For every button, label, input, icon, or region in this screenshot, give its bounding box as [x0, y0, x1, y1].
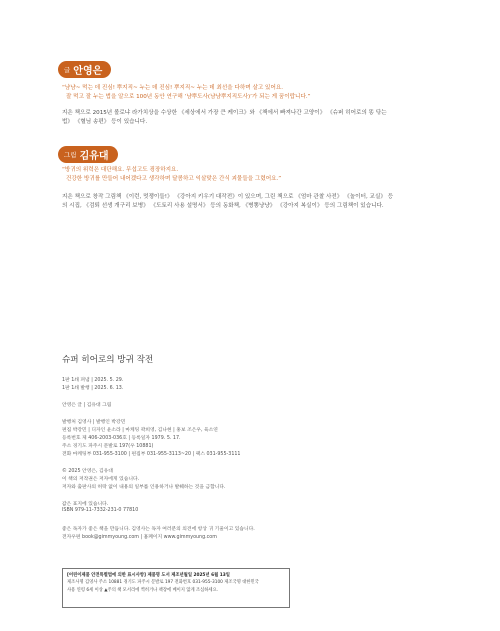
author-bio-line: 지은 책으로 2015년 볼로냐 라가치상을 수상한 《세상에서 가장 큰 케이크》와 《책에서 빠져나간 고양이》 《슈퍼 히어로의 똥 닦는 — [62, 110, 387, 116]
notice-line: 제조사명 김영사 주소 10881 경기도 파주시 문발로 197 전화번호 031-955-3100 제조국명 대한민국 — [67, 580, 259, 586]
author-quote-line: 잘 먹고 잘 누는 법을 알으로 100년 동안 연구해 ‘냠뿌도사(냠냠뿌지직도사)’가 되는 게 꿈이랍니다.” — [66, 94, 311, 101]
copyright-line: 이 책의 저작권은 저자에게 있습니다. — [62, 477, 140, 482]
publisher-line: 주소 경기도 파주시 문발로 197(우 10881) — [62, 444, 154, 449]
illustrator-role: 그림 — [64, 151, 77, 159]
notice-line: 사용 연령 6세 이상 ▲주의 책 모서리에 찍히거나 책장에 베이지 않게 조심하세요. — [67, 587, 219, 593]
author-bio-line: 법》 《혈님 송편》 등이 있습니다. — [62, 119, 148, 126]
publisher-line: 등록번호 제 406-2003-036호 | 등록일자 1979. 5. 17. — [62, 436, 181, 441]
edition-line: 1판 1쇄 펴냄 | 2025. 5. 29. — [62, 378, 124, 383]
author-quote-line: “냠냠~ 먹는 데 진심! 뿌지직~ 누는 데 진심! 뿌지직~ 누는 데 최선을 다하며 살고 있어요. — [62, 85, 284, 91]
illustrator-tag — [58, 146, 118, 163]
book-title: 슈퍼 히어로의 방귀 작전 — [62, 355, 154, 365]
illustrator-quote — [62, 166, 452, 185]
safety-notice-box — [62, 568, 290, 608]
author-tag — [58, 61, 111, 78]
illustrator-quote-line: 건강한 방귀를 만들어 내어겠다고 생각하며 달콤하고 익살맞은 간식 괴물들을 그렸어요.” — [66, 176, 282, 183]
price-line: 값은 표지에 있습니다. — [62, 502, 109, 507]
illustrator-bio-line: 지은 책으로 창작 그림책 《이런, 멋쟁이들!》 《강아지 키우기 대작전》이 있으며, 그린 책으로 《엄마 관찰 사전》 《놀이터, 교실》 등 — [62, 194, 394, 200]
illustrator-bio-line: 의 시집, 《검퇴 선생 개구리 보병》 《도토리 사용 설명서》 등의 동화책, 《병뽕냥냥》 《강아지 복실이》 등의 그림책이 있습니다. — [62, 203, 384, 210]
contact-line: 좋은 독자가 좋은 책을 만듭니다. 김영사는 독자 여러분의 의견에 항상 귀 기울이고 있습니다. — [62, 527, 255, 532]
isbn-line: ISBN 979-11-7332-231-0 77810 — [62, 508, 139, 513]
author-role: 글 — [64, 66, 71, 74]
publisher-line: 전화 마케팅부 031-955-3100 | 편집부 031-955-3113~20 | 팩스 031-955-3111 — [62, 452, 241, 457]
copyright-line: © 2025 안영은, 김유대 — [62, 469, 113, 474]
author-quote — [62, 84, 452, 103]
contact-line: 전자우편 book@gimmyoung.com | 홈페이지 www.gimmyoung.com — [62, 535, 217, 540]
publisher-line: 발행처 김영사 | 발행인 박강민 — [62, 420, 126, 425]
notice-line: [어린이제품 안전특별법에 의한 표시사항] 제품명 도서 제조년월일 2025년 6월 13일 — [67, 573, 230, 578]
edition-line: 1판 1쇄 발행 | 2025. 6. 13. — [62, 386, 124, 391]
author-name: 안영은 — [73, 66, 103, 77]
credit-line: 안영은 글 | 김유대 그림 — [62, 403, 112, 408]
publisher-line: 편집 박강민 | 디자인 윤소라 | 마케팅 곽희영, 김나현 | 홍보 조은우, 육소연 — [62, 428, 218, 433]
illustrator-name: 김유대 — [79, 151, 109, 162]
illustrator-quote-line: “방귀의 위력은 대단해요. 무섭고도 굉장하지요. — [62, 167, 179, 173]
illustrator-bio — [62, 193, 452, 212]
author-bio — [62, 109, 452, 128]
copyright-line: 저자와 출판사의 허락 없이 내용의 일부를 인용하거나 발췌하는 것을 금합니다. — [62, 485, 226, 490]
